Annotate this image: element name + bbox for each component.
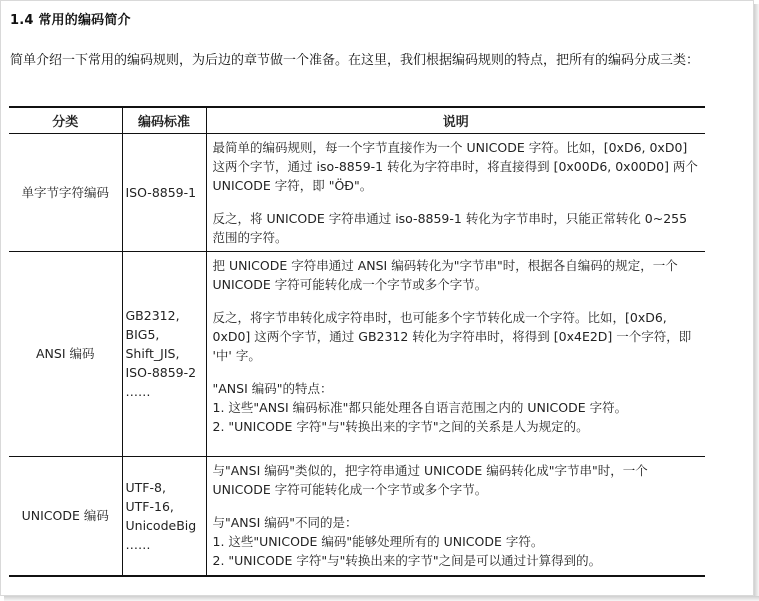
- standard-item: UTF-16,: [125, 498, 174, 514]
- row-category: 单字节字符编码: [9, 133, 122, 251]
- standard-item: UTF-8,: [125, 479, 166, 495]
- description-line: 2. "UNICODE 字符"与"转换出来的字节"之间的关系是人为规定的。: [212, 418, 589, 434]
- standard-item: ……: [125, 536, 151, 552]
- row-description: [206, 133, 705, 251]
- encoding-table: [9, 106, 705, 577]
- standard-item: ……: [125, 384, 151, 399]
- header-standard: 编码标准: [122, 107, 206, 133]
- row-standards: [122, 133, 206, 251]
- row-description: [206, 456, 705, 576]
- intro-paragraph: 简单介绍一下常用的编码规则，为后边的章节做一个准备。在这里，我们根据编码规则的特点，把所有的编码分成三类：: [10, 53, 700, 68]
- header-description: 说明: [206, 107, 705, 133]
- row-category: UNICODE 编码: [9, 456, 122, 576]
- standard-item: Shift_JIS,: [125, 346, 180, 361]
- standard-item: ISO-8859-2: [125, 365, 197, 380]
- description-line: 2. "UNICODE 字符"与"转换出来的字节"之间是可以通过计算得到的。: [212, 552, 602, 568]
- description-line: 与"ANSI 编码"不同的是：: [212, 514, 358, 530]
- standard-item: BIG5,: [125, 327, 160, 342]
- description-paragraph: 最简单的编码规则，每一个字节直接作为一个 UNICODE 字符。比如，[0xD6, 0xD0] 这两个字节，通过 iso-8859-1 转化为字符串时，将直接得到 [0x00D6, 0x00D0] 两个 UNICODE 字符，即 "ÖÐ"。: [212, 139, 698, 193]
- description-paragraph: 与"ANSI 编码"类似的，把字符串通过 UNICODE 编码转化成"字节串"时，一个 UNICODE 字符可能转化成一个字节或多个字节。: [212, 462, 648, 497]
- description-paragraph: 把 UNICODE 字符串通过 ANSI 编码转化为"字节串"时，根据各自编码的规定，一个 UNICODE 字符可能转化成一个字节或多个字节。: [212, 257, 678, 292]
- description-line: 1. 这些"ANSI 编码标准"都只能处理各自语言范围之内的 UNICODE 字符。: [212, 399, 628, 415]
- table-row: [9, 456, 705, 576]
- description-line: "ANSI 编码"的特点：: [212, 380, 333, 396]
- section-heading: 1.4 常用的编码简介: [10, 13, 131, 28]
- row-standards: [122, 251, 206, 456]
- frame-shadow-bottom: [4, 596, 759, 601]
- table-row: [9, 133, 705, 251]
- table-header-row: [9, 107, 705, 133]
- frame-shadow-right: [754, 4, 759, 601]
- standard-item: ISO-8859-1: [125, 184, 197, 200]
- description-line: 1. 这些"UNICODE 编码"能够处理所有的 UNICODE 字符。: [212, 533, 544, 549]
- description-paragraph: 反之，将字节串转化成字符串时，也可能多个字节转化成一个字符。比如，[0xD6, 0xD0] 这两个字节，通过 GB2312 转化为字符串时，将得到 [0x4E2D] 一个字符，即 '中' 字。: [212, 309, 692, 363]
- row-category: ANSI 编码: [9, 251, 122, 456]
- row-standards: [122, 456, 206, 576]
- standard-item: UnicodeBig: [125, 517, 197, 533]
- header-category: 分类: [9, 107, 122, 133]
- standard-item: GB2312,: [125, 308, 180, 323]
- row-description: [206, 251, 705, 456]
- table-row: [9, 251, 705, 456]
- description-paragraph: 反之，将 UNICODE 字符串通过 iso-8859-1 转化为字节串时，只能正常转化 0~255 范围的字符。: [212, 210, 688, 245]
